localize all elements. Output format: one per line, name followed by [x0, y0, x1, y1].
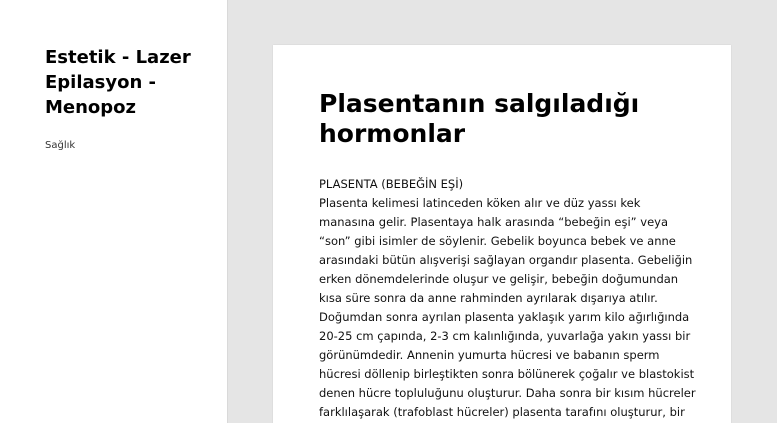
post-content [319, 175, 696, 422]
post-text-line: Doğumdan sonra ayrılan plasenta yaklaşık yarım kilo ağırlığında [319, 310, 690, 324]
post-card [273, 45, 731, 423]
post-text-line: erken dönemdelerinde oluşur ve gelişir, bebeğin doğumundan [319, 272, 679, 286]
site-description: Sağlık [45, 140, 76, 151]
post-text-line: arasındaki bütün alışverişi sağlayan organdır plasenta. Gebeliğin [319, 253, 693, 267]
post-text-line: denen hücre topluluğunu oluşturur. Daha sonra bir kısım hücreler [319, 386, 696, 400]
post-text-line: manasına gelir. Plasentaya halk arasında “bebeğin eşi” veya [319, 215, 669, 229]
site-title-link[interactable]: Estetik - Lazer Epilasyon - Menopoz [45, 47, 191, 118]
post-text-line: hücresi döllenip birleştikten sonra bölünerek çoğalır ve blastokist [319, 367, 695, 381]
post-subheading: PLASENTA (BEBEĞİN EŞİ) [319, 177, 464, 191]
main-content-area [229, 0, 777, 423]
post-text-line: 20-25 cm çapında, 2-3 cm kalınlığında, yuvarlağa yakın yassı bir [319, 329, 691, 343]
post-text-line: farklılaşarak (trafoblast hücreler) plasenta tarafını oluşturur, bir [319, 405, 685, 419]
sidebar [0, 0, 228, 423]
post-title-link[interactable]: Plasentanın salgıladığı hormonlar [319, 89, 640, 148]
post-text-line: kısa süre sonra da anne rahminden ayrılarak dışarıya atılır. [319, 291, 658, 305]
post-text-line: “son” gibi isimler de söylenir. Gebelik boyunca bebek ve anne [319, 234, 676, 248]
post-text-line: Plasenta kelimesi latinceden köken alır ve düz yassı kek [319, 196, 641, 210]
post-text-line: görünümdedir. Annenin yumurta hücresi ve babanın sperm [319, 348, 660, 362]
